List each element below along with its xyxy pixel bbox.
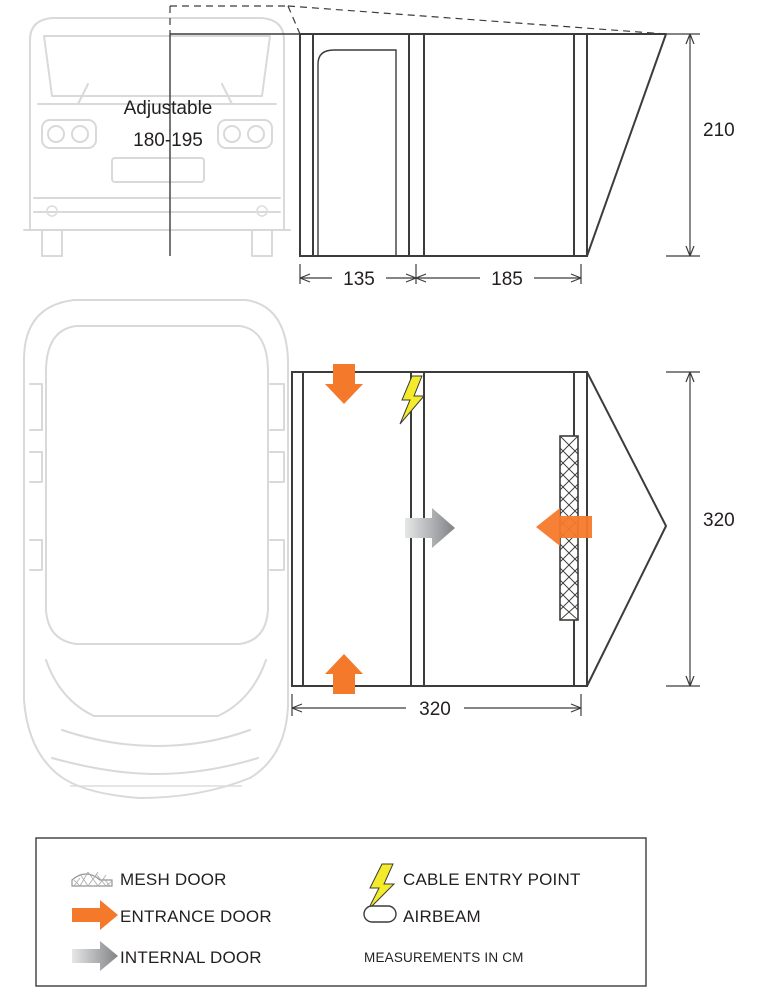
legend-label-entrance-door: ENTRANCE DOOR — [120, 907, 272, 926]
legend-measurement-note: MEASUREMENTS IN CM — [364, 950, 524, 965]
entrance-door-arrow-top — [325, 364, 363, 404]
mesh-door-icon — [72, 872, 112, 886]
legend — [36, 838, 646, 986]
dimension-plan-width: 320 — [419, 699, 451, 720]
airbeam-icon — [364, 906, 396, 922]
legend-label-cable-entry: CABLE ENTRY POINT — [403, 870, 581, 889]
dimension-front-width: 135 — [343, 269, 375, 290]
dimension-plan-depth: 320 — [703, 510, 735, 531]
lightning-bolt-icon — [368, 864, 394, 910]
awning-plan-view — [292, 364, 735, 720]
grey-arrow-icon — [72, 941, 118, 971]
entrance-door-arrow-bottom — [325, 654, 363, 694]
legend-label-mesh-door: MESH DOOR — [120, 870, 227, 889]
van-plan-view — [24, 300, 288, 798]
adjustable-range: 180-195 — [133, 130, 203, 151]
dimension-rear-width: 185 — [491, 269, 523, 290]
dimension-side-height: 210 — [703, 120, 735, 141]
orange-arrow-icon — [72, 900, 118, 930]
adjustable-label: Adjustable — [123, 98, 213, 119]
awning-side-elevation — [124, 6, 735, 290]
legend-label-airbeam: AIRBEAM — [403, 907, 481, 926]
legend-label-internal-door: INTERNAL DOOR — [120, 948, 262, 967]
